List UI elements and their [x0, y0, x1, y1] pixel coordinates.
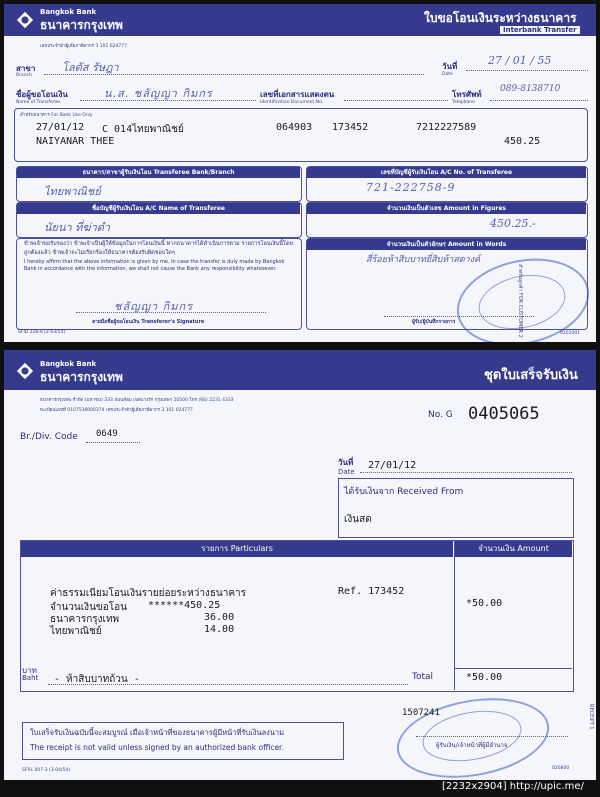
form-title-th: ใบขอโอนเงินระหว่างธนาคาร [424, 11, 577, 25]
affirm-text-th: ข้าพเจ้าขอรับรองว่า ข้าพเจ้าเป็นผู้ให้ข้อมูลในการโอนเงินนี้ หากธนาคารได้ดำเนินการตาม รายการโอนเงินนี้โดยถูกต้องแล้ว ข้าพเจ้าจะไม่เรียกร้องให้ธนาคารต้องรับผิดชอบใดๆ [24, 241, 293, 256]
receipt-form-serial: 020800 [552, 766, 570, 771]
receipt-date-value: 27/01/12 [368, 460, 417, 471]
branch-code-value: 0649 [96, 429, 118, 439]
id-doc-label-en: Identification Document No. [260, 100, 324, 105]
phone-value[interactable]: 089-8138710 [500, 84, 561, 94]
line-1-amount: *50.00 [466, 598, 503, 609]
line-4-extra: 14.00 [204, 624, 235, 635]
acct-no-value[interactable]: 721-222758-9 [366, 181, 456, 194]
transferee-label-en: Name of Transferee [16, 100, 61, 105]
receipt-bank-name-en: Bangkok Bank [40, 360, 97, 368]
bank-use-code: C 014ไทยพาณิชย์ [102, 124, 184, 135]
date-value[interactable]: 27 / 01 / 55 [488, 54, 552, 67]
line-1-extra: Ref. 173452 [338, 586, 405, 597]
line-2-extra: ******450.25 [148, 600, 221, 611]
id-doc-line [344, 100, 448, 101]
date-line [466, 70, 588, 71]
acct-name-value[interactable]: นัยนา ที่ฆ่าดำ [44, 221, 111, 234]
tax-id-line: เลขประจำตัวผู้เสียภาษีอากร 3 101 024777 [40, 44, 127, 49]
receipt-officer-line [416, 736, 568, 737]
receipt-form-code: SFRL 007-3 (3-04/54) [22, 768, 70, 773]
date-label-en: Date [442, 72, 453, 77]
receipt-bank-name-th: ธนาคารกรุงเทพ [40, 370, 123, 384]
amount-header: จำนวนเงิน Amount [455, 541, 572, 557]
baht-label-en: Baht [22, 674, 39, 682]
particulars-header: รายการ Particulars [21, 541, 453, 557]
bank-use-ref1: 064903 [276, 122, 313, 133]
upload-watermark: [2232x2904] http://upic.me/ [442, 781, 584, 792]
line-2-text: จำนวนเงินขอโอน [50, 602, 127, 613]
bank-use-name: NAIYANAR THEE [36, 136, 115, 147]
bangkok-bank-logo-icon [16, 11, 34, 29]
signature-value[interactable]: ชลัญญา กิมกร [114, 300, 194, 313]
transferee-bank-header: ธนาคาร/สาขาผู้รับเงินโอน Transferee Bank/Branch [17, 167, 300, 178]
amount-fig-header: จำนวนเงินเป็นตัวเลข Amount in Figures [307, 203, 586, 214]
acct-no-header: เลขที่บัญชีผู้รับเงินโอน A/C No. of Transferee [307, 167, 586, 178]
phone-label-th: โทรศัพท์ [452, 90, 482, 99]
receipt-bank-logo-icon [16, 362, 34, 380]
amount-words-value[interactable]: สี่ร้อยห้าสิบบาทยี่สิบห้าสตางค์ [366, 255, 481, 265]
transfer-form [4, 4, 596, 342]
affirm-text-en: I hereby affirm that the above information is given by me. In case the transfer is duly made by Bangkok Bank in accordance with the information, we shall not cause the Bank any responsibility whatsoever. [24, 259, 285, 272]
transferee-bank-value[interactable]: ไทยพาณิชย์ [44, 185, 101, 198]
bank-use-label: สำหรับธนาคาร For Bank Use Only [20, 113, 93, 118]
bank-use-box [14, 108, 588, 162]
stamp-number: 1507241 [402, 708, 440, 718]
phone-line [490, 100, 588, 101]
receipt-no-value: 0405065 [468, 404, 540, 424]
receipt-header-band [4, 350, 596, 390]
branch-label-th: สาขา [16, 64, 36, 73]
receipt-officer-label: ผู้รับเงิน/เจ้าหน้าที่ผู้มีอำนาจ [436, 742, 508, 749]
branch-label-en: Branch [16, 73, 32, 78]
side-text-customer: สำหรับลูกค้า FOR CUSTOMER 2 [517, 264, 523, 338]
baht-words: - ห้าสิบบาทถ้วน - [54, 674, 140, 685]
bank-use-acct: 7212227589 [416, 122, 477, 133]
total-value: *50.00 [466, 672, 503, 683]
line-1-text: ค่าธรรมเนียมโอนเงินรายย่อยระหว่างธนาคาร [50, 588, 247, 599]
branch-value[interactable]: โลตัส รัษฎา [62, 61, 119, 74]
transferee-label-th: ชื่อผู้ขอโอนเงิน [16, 90, 68, 99]
amount-fig-value[interactable]: 450.25.- [490, 217, 536, 230]
receipt-address-line: ธนาคารกรุงเทพ จำกัด (มหาชน) 333 ถนนสีลม เขตบางรัก กรุงเทพฯ 10500 โทร (66) 2231 4333 [40, 398, 234, 403]
transferee-value[interactable]: น.ส. ชลัญญา กิมกร [104, 87, 213, 100]
bank-use-ref2: 173452 [332, 122, 369, 133]
amount-words-header: จำนวนเงินเป็นตัวอักษร Amount in Words [307, 239, 586, 250]
line-4-text: ไทยพาณิชย์ [50, 626, 102, 637]
line-3-text: ธนาคารกรุงเทพ [50, 614, 120, 625]
receipt-date-label-en: Date [338, 468, 355, 476]
officer-label: ผู้รับ/ผู้บันทึกรายการ [412, 319, 456, 325]
baht-label-th: บาท [22, 666, 37, 675]
branch-code-line [86, 442, 140, 443]
acct-name-header: ชื่อบัญชีผู้รับเงินโอน A/C Name of Transferee [17, 203, 300, 214]
received-from-value: เงินสด [344, 514, 372, 525]
receipt [4, 350, 596, 780]
line-3-extra: 36.00 [204, 612, 235, 623]
signature-label: ลายมือชื่อผู้ขอโอนเงิน Transferor's Signature [92, 319, 205, 325]
receipt-side-text: RECEIPT 1 [588, 704, 594, 730]
received-from-label: ได้รับเงินจาก Received From [344, 487, 464, 497]
phone-label-en: Telephone [452, 100, 475, 105]
form-title-en: Interbank Transfer [500, 26, 580, 34]
form-code: SFID 228-9 (2-03/54) [18, 330, 66, 335]
receipt-tax-id-line: ทะเบียนเลขที่ 0107536000374 เลขประจำตัวผู้เสียภาษีอากร 3 101 024777 [40, 408, 193, 413]
total-label: Total [412, 672, 434, 682]
receipt-title-th: ชุดใบเสร็จรับเงิน [484, 368, 578, 383]
receipt-date-label-th: วันที่ [338, 458, 354, 467]
bank-name-en: Bangkok Bank [40, 8, 97, 16]
receipt-no-label: No. G [428, 410, 453, 420]
bank-use-amount: 450.25 [504, 136, 541, 147]
validity-text-th: ใบเสร็จรับเงินฉบับนี้จะสมบูรณ์ เมื่อเจ้าหน้าที่ของธนาคารผู้มีหน้าที่รับเงินลงนาม [30, 728, 285, 737]
validity-text-en: The receipt is not valid unless signed by an authorized bank officer. [30, 743, 284, 752]
receipt-date-line [360, 472, 572, 473]
bank-use-date: 27/01/12 [36, 122, 85, 133]
branch-code-label: Br./Div. Code [20, 432, 78, 442]
id-doc-label-th: เลขที่เอกสารแสดงตน [260, 90, 335, 99]
date-label-th: วันที่ [442, 62, 458, 71]
total-divider [454, 668, 572, 669]
bank-name-th: ธนาคารกรุงเทพ [40, 18, 123, 32]
form-serial: 0101001 [560, 331, 581, 336]
